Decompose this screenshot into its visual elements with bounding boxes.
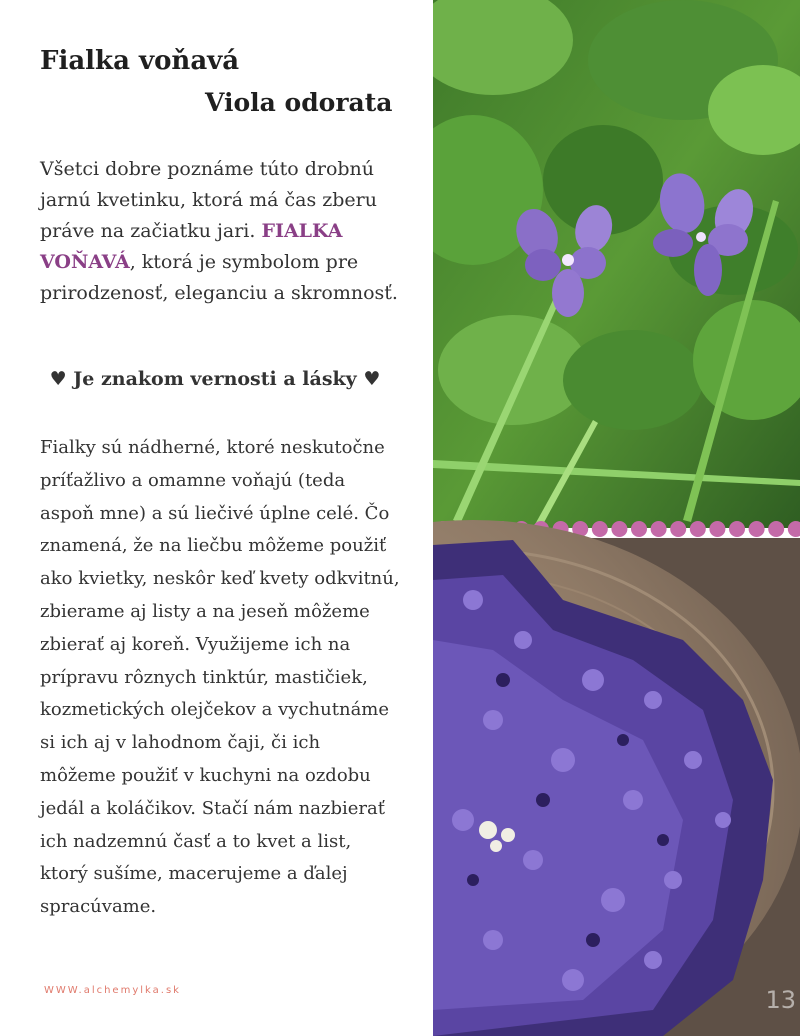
divider-dot xyxy=(631,521,647,537)
latin-name: Viola odorata xyxy=(205,88,393,117)
intro-text-start: Všetci dobre poznáme túto drobnú jarnú kvetinku, ktorá má čas zberu práve na začiatku jari. xyxy=(40,158,377,242)
page-title: Fialka voňavá xyxy=(40,46,240,76)
divider-dot xyxy=(709,521,725,537)
divider-dot xyxy=(651,521,667,537)
intro-text-end: , ktorá je symbolom pre prirodzenosť, eleganciu a skromnosť. xyxy=(40,251,398,304)
photo-column xyxy=(433,0,800,1036)
intro-paragraph xyxy=(40,154,400,309)
body-paragraph: Fialky sú nádherné, ktoré neskutočne príťažlivo a omamne voňajú (teda aspoň mne) a sú liečivé úplne celé. Čo znamená, že na liečbu môžeme použiť ako kvietky, neskôr keď kvety odkvitnú, zbierame aj listy a na jeseň môžeme zbierať aj koreň. Využijeme ich na prípravu rôznych tinktúr, mastičiek, kozmetických olejčekov a vychutnáme si ich aj v lahodnom čaji, či ich môžeme použiť v kuchyni na ozdobu jedál a koláčikov. Stačí nám nazbierať ich nadzemnú časť a to kvet a list, ktorý sušíme, macerujeme a ďalej spracúvame. xyxy=(40,437,400,918)
violet-flowers-photo xyxy=(433,0,800,528)
divider-dot xyxy=(670,521,686,537)
divider-dot xyxy=(690,521,706,537)
website-url[interactable]: WWW.alchemylka.sk xyxy=(44,985,181,996)
page-number: 13 xyxy=(765,986,796,1014)
divider-dot xyxy=(768,521,784,537)
divider-dot xyxy=(729,521,745,537)
violet-bowl-photo xyxy=(433,520,800,1036)
divider-dot xyxy=(749,521,765,537)
divider-dot xyxy=(592,521,608,537)
highlighted-name: FIALKA VOŇAVÁ xyxy=(40,220,343,273)
motto: ♥ Je znakom vernosti a lásky ♥ xyxy=(49,368,381,390)
divider-dot xyxy=(611,521,627,537)
